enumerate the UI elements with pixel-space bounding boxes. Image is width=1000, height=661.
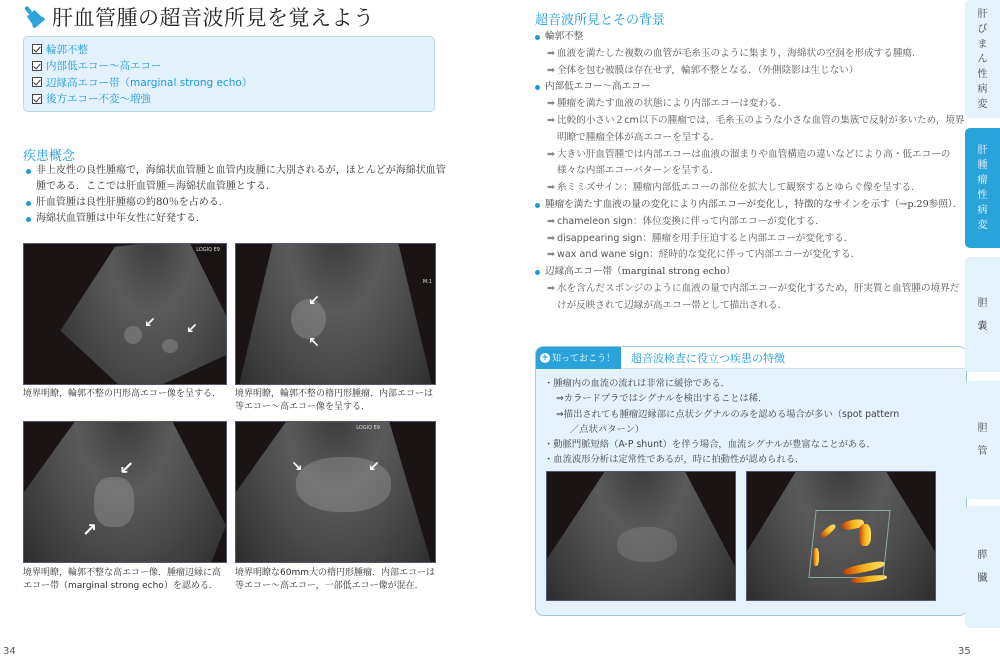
concept-heading: 疾患概念 xyxy=(23,149,76,164)
tip-box-body xyxy=(536,369,966,468)
tip-line: ・腫瘤内の血流の流れは非常に緩徐である． xyxy=(544,378,730,389)
concept-bullets xyxy=(26,163,446,227)
ultrasound-image-2: ↙ ↖ M:1 xyxy=(235,243,436,385)
arrow-right-icon: ➡ xyxy=(547,232,556,244)
tip-box-title: 超音波検査に役立つ疾患の特徴 xyxy=(631,351,786,365)
tab-pancreas[interactable]: 膵 臓 xyxy=(965,506,1000,628)
tab-diffuse-liver-disease[interactable]: 肝 び ま ん 性 病 変 xyxy=(965,0,1000,118)
page-number: 35 xyxy=(958,646,971,657)
tip-line: ／点状パターン） xyxy=(570,423,645,435)
bullet-item: 海綿状血管腫は中年女性に好発する． xyxy=(26,211,446,227)
arrow-right-icon: ➡ xyxy=(547,114,556,126)
tab-bile-duct[interactable]: 胆 管 xyxy=(965,381,1000,499)
arrow-right-icon: ➡ xyxy=(547,47,556,59)
page-title xyxy=(22,2,375,32)
arrow-right-icon: ➡ xyxy=(547,98,556,110)
checkbox-checked-icon xyxy=(32,61,42,71)
tab-gallbladder[interactable]: 胆 嚢 xyxy=(965,257,1000,372)
image-caption: 境界明瞭，輪郭不整の円形高エコー像を呈する． xyxy=(23,389,222,399)
title-text: 肝血管腫の超音波所見を覚えよう xyxy=(52,6,375,30)
tip-line: ・血流波形分析は定常性であるが，時に拍動性が認められる． xyxy=(544,454,805,466)
ultrasound-image-3 xyxy=(23,421,227,563)
finding-title: 内部低エコー〜高エコー xyxy=(535,79,965,96)
finding-title: 輪郭不整 xyxy=(535,29,965,46)
arrow-icon: ↙ xyxy=(308,293,320,309)
tip-box xyxy=(535,346,967,616)
arrow-right-icon: ➡ xyxy=(547,64,556,76)
bmode-ultrasound-image xyxy=(546,471,736,601)
bullet-item: 肝血管腫は良性肝腫瘍の約80％を占める． xyxy=(26,195,446,211)
doppler-ultrasound-image xyxy=(746,471,936,601)
ultrasound-image-1: ↙ ↙ LOGIQ E9 xyxy=(23,243,227,385)
checkbox-checked-icon xyxy=(32,77,42,87)
tip-line: ⇒カラードプラではシグナルを検出することは稀． xyxy=(556,393,768,405)
arrow-icon: ↙ xyxy=(368,459,380,475)
finding-detail: ➡ 大きい肝血管腫では内部エコーは血液の溜まりや血管構造の違いなどにより高・低エコーの様々な内部エコーパターンを呈する． xyxy=(547,148,951,177)
tip-box-header xyxy=(536,347,966,369)
checklist-item: 辺縁高エコー帯（marginal strong echo） xyxy=(32,74,426,91)
finding-detail: ➡ 水を含んだスポンジのように血液の量で内部エコーが変化するため，肝実質と血管腫の境界だけが反映されて辺縁が高エコー帯として描出される． xyxy=(547,282,960,311)
arrow-icon: ↙ xyxy=(186,321,198,337)
image-caption: 境界明瞭な60mm大の楕円形腫瘤．内部エコーは等エコー〜高エコー，一部低エコー像が混在． xyxy=(235,568,435,591)
checkbox-checked-icon xyxy=(32,94,42,104)
page-number: 34 xyxy=(3,646,16,657)
finding-title: 腫瘤を満たす血液の量の変化により内部エコーが変化し，特徴的なサインを示す（→p.29参照）． xyxy=(535,197,965,214)
findings-background-heading: 超音波所見とその背景 xyxy=(535,13,666,28)
finding-detail: ➡ 全体を包む被膜は存在せず，輪郭不整となる．（外側陰影は生じない） xyxy=(547,64,859,76)
arrow-icon: ↘ xyxy=(291,459,303,475)
finding-title: 辺縁高エコー帯（marginal strong echo） xyxy=(535,264,965,281)
arrow-icon: ↙ xyxy=(119,458,135,479)
finding-detail: ➡ 腫瘤を満たす血液の状態により内部エコーは変わる． xyxy=(547,98,788,110)
arrow-icon: ↗ xyxy=(82,520,98,541)
tip-tag: + 知っておこう！ xyxy=(536,347,621,369)
finding-detail: ➡ 糸ミミズサイン：腫瘤内部低エコーの部位を拡大して観察するとゆらぐ像を呈する． xyxy=(547,182,921,194)
findings-list xyxy=(535,29,965,315)
ultrasound-image-4: ↘ ↙ LOGIQ E9 xyxy=(235,421,436,563)
ultrasound-probe-icon xyxy=(22,4,46,30)
tip-line: ⇒描出されても腫瘤辺縁部に点状シグナルのみを認める場合が多い（spot pattern xyxy=(556,408,900,420)
finding-detail: ➡ chameleon sign：体位変換に伴って内部エコーが変化する． xyxy=(547,215,825,227)
plus-circle-icon: + xyxy=(541,352,549,363)
arrow-right-icon: ➡ xyxy=(547,215,556,227)
arrow-right-icon: ➡ xyxy=(547,282,556,294)
finding-detail: ➡ wax and wane sign：経時的な変化に伴って内部エコーが変化する． xyxy=(547,249,861,261)
checkbox-checked-icon xyxy=(32,44,42,54)
right-page xyxy=(520,0,1000,661)
finding-detail: ➡ disappearing sign：腫瘤を用手圧迫すると内部エコーが変化する． xyxy=(547,232,854,244)
left-page xyxy=(0,0,470,661)
checklist-item: 内部低エコー〜高エコー xyxy=(32,58,426,75)
arrow-right-icon: ➡ xyxy=(547,249,556,261)
finding-detail: ➡ 比較的小さい２cm以下の腫瘤では，毛糸玉のような小さな血管の集簇で反射が多いため，境界明瞭で腫瘤全体が高エコーを呈する． xyxy=(547,114,965,143)
checklist-item: 輪郭不整 xyxy=(32,41,426,58)
arrow-icon: ↖ xyxy=(308,335,320,351)
arrow-right-icon: ➡ xyxy=(547,148,556,160)
image-caption: 境界明瞭，輪郭不整な高エコー像．腫瘤辺縁に高エコー帯（marginal strong echo）を認める． xyxy=(23,568,222,591)
checklist-item: 後方エコー不変〜増強 xyxy=(32,91,426,108)
tip-line: ・動脈門脈短絡（A-P shunt）を伴う場合，血流シグナルが豊富なことがある． xyxy=(544,439,876,451)
bullet-item: 非上皮性の良性腫瘍で，海綿状血管腫と血管内皮腫に大別されるが，ほとんどが海綿状血管腫である．ここでは肝血管腫＝海綿状血管腫とする． xyxy=(26,163,446,195)
finding-detail: ➡ 血液を満たした複数の血管が毛糸玉のように集まり，海綿状の空洞を形成する腫瘍． xyxy=(547,47,922,59)
tab-liver-mass-lesions[interactable]: 肝 腫 瘤 性 病 変 xyxy=(965,128,1000,248)
arrow-icon: ↙ xyxy=(144,315,156,331)
image-caption: 境界明瞭，輪郭不整の楕円形腫瘤．内部エコーは等エコー〜高エコー像を呈する． xyxy=(235,389,434,412)
key-findings-checklist xyxy=(23,36,435,112)
arrow-right-icon: ➡ xyxy=(547,182,556,194)
